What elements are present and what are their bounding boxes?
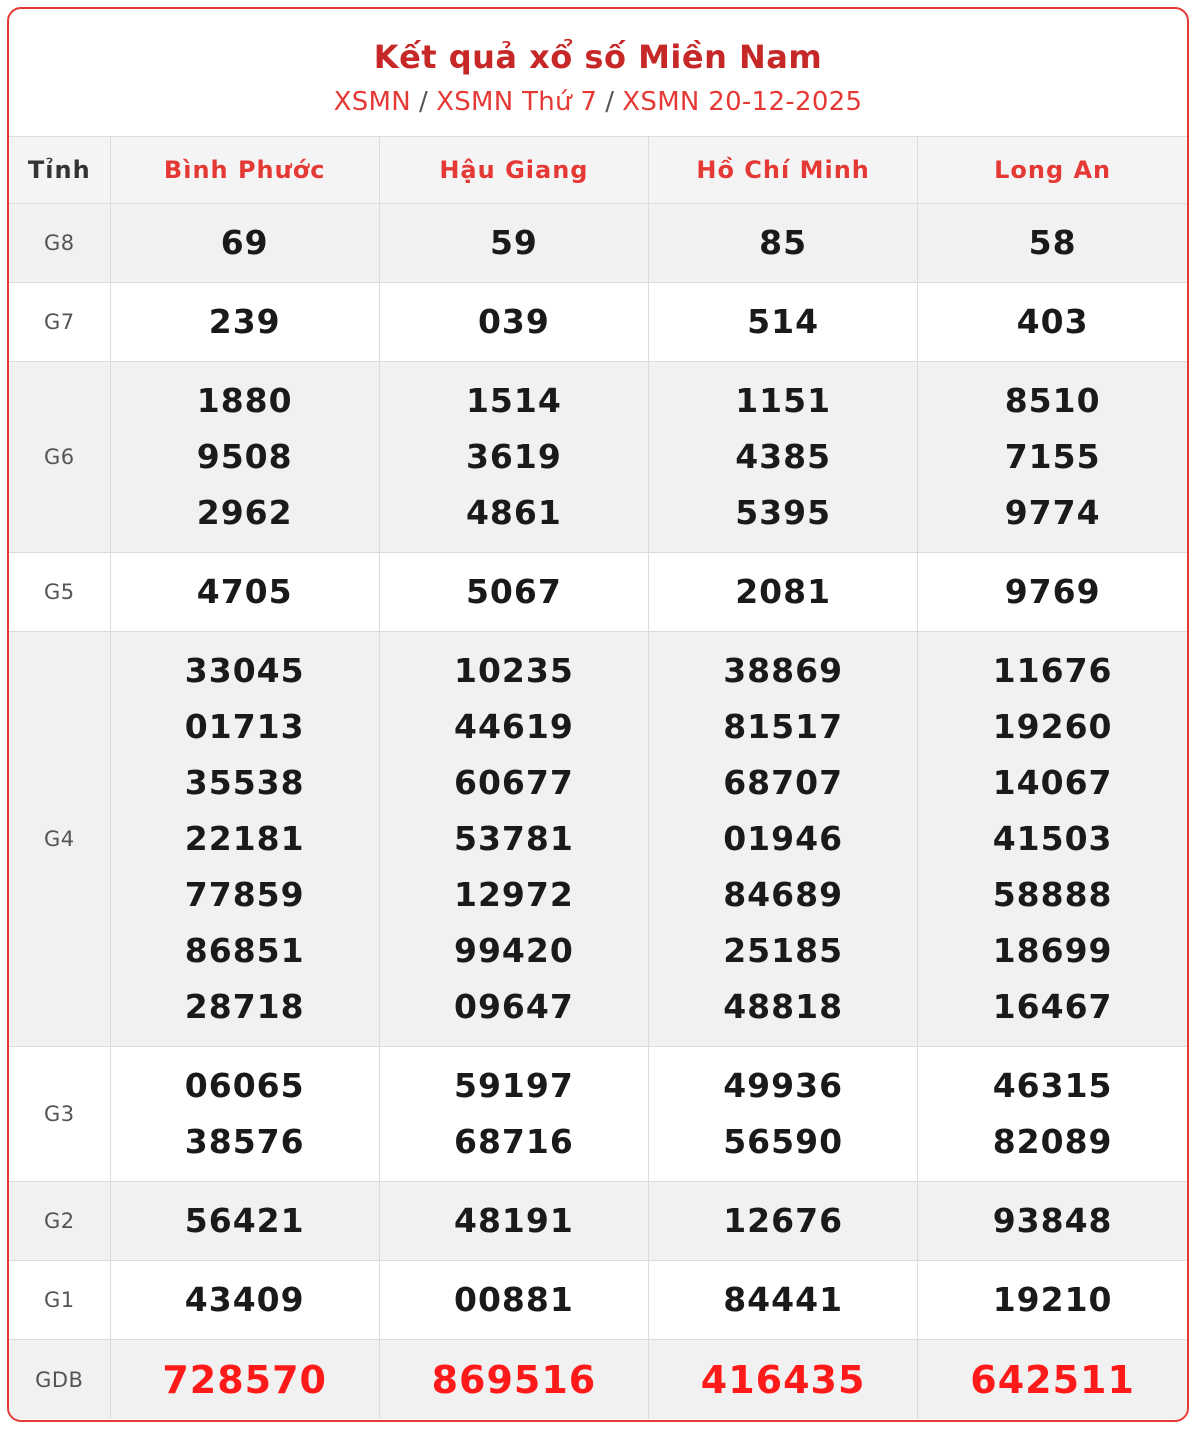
prize-number: 38869 bbox=[723, 651, 844, 690]
prize-number: 99420 bbox=[454, 931, 574, 970]
prize-number: 43409 bbox=[184, 1280, 305, 1319]
prize-label: G7 bbox=[9, 283, 110, 362]
prize-number: 403 bbox=[1016, 302, 1089, 341]
prize-label: G2 bbox=[9, 1182, 110, 1261]
prize-number: 85 bbox=[759, 223, 808, 262]
prize-row-g3 bbox=[9, 1047, 1187, 1182]
prize-number: 12972 bbox=[454, 875, 574, 914]
prize-cell-binh-phuoc bbox=[110, 1340, 379, 1420]
prize-cell-ho-chi-minh bbox=[649, 1261, 918, 1340]
prize-number: 5395 bbox=[735, 493, 832, 532]
prize-cell-hau-giang bbox=[379, 1182, 648, 1261]
prize-number: 58 bbox=[1028, 223, 1077, 262]
prize-cell-hau-giang bbox=[379, 283, 648, 362]
prize-number: 1880 bbox=[196, 381, 293, 420]
prize-number: 16467 bbox=[992, 987, 1113, 1026]
results-card bbox=[7, 7, 1189, 1422]
prize-number: 18699 bbox=[992, 931, 1113, 970]
prize-number: 59197 bbox=[454, 1066, 574, 1105]
results-header bbox=[9, 9, 1187, 137]
prize-cell-binh-phuoc bbox=[110, 283, 379, 362]
prize-number: 38576 bbox=[184, 1122, 305, 1161]
prize-number: 9769 bbox=[1004, 572, 1101, 611]
special-prize-number: 728570 bbox=[162, 1357, 328, 1402]
prize-label: G5 bbox=[9, 553, 110, 632]
prize-number: 25185 bbox=[723, 931, 844, 970]
prize-label: G6 bbox=[9, 362, 110, 553]
prize-number: 01713 bbox=[184, 707, 305, 746]
prize-number: 82089 bbox=[992, 1122, 1113, 1161]
prize-number: 84689 bbox=[723, 875, 844, 914]
prize-row-g6 bbox=[9, 362, 1187, 553]
prize-number: 58888 bbox=[992, 875, 1113, 914]
province-column-label: Tỉnh bbox=[9, 137, 110, 204]
prize-number: 06065 bbox=[184, 1066, 305, 1105]
prize-cell-ho-chi-minh bbox=[649, 1340, 918, 1420]
prize-number: 514 bbox=[747, 302, 820, 341]
prize-number: 19260 bbox=[992, 707, 1113, 746]
prize-cell-ho-chi-minh bbox=[649, 283, 918, 362]
breadcrumb-link-xsmn-date[interactable]: XSMN 20-12-2025 bbox=[622, 87, 863, 117]
breadcrumb-link-xsmn[interactable]: XSMN bbox=[333, 87, 412, 117]
prize-number: 01946 bbox=[723, 819, 844, 858]
results-table bbox=[9, 137, 1187, 1419]
prize-number: 48818 bbox=[723, 987, 844, 1026]
prize-cell-long-an bbox=[918, 1182, 1187, 1261]
prize-number: 8510 bbox=[1004, 381, 1101, 420]
breadcrumb-separator: / bbox=[419, 87, 429, 117]
prize-number: 33045 bbox=[184, 651, 305, 690]
prize-number: 4861 bbox=[465, 493, 562, 532]
prize-cell-hau-giang bbox=[379, 632, 648, 1047]
prize-number: 46315 bbox=[992, 1066, 1113, 1105]
prize-cell-binh-phuoc bbox=[110, 553, 379, 632]
prize-row-g4 bbox=[9, 632, 1187, 1047]
prize-cell-hau-giang bbox=[379, 1340, 648, 1420]
prize-cell-ho-chi-minh bbox=[649, 362, 918, 553]
prize-number: 69 bbox=[220, 223, 269, 262]
prize-number: 14067 bbox=[992, 763, 1113, 802]
prize-number: 19210 bbox=[992, 1280, 1113, 1319]
prize-row-g2 bbox=[9, 1182, 1187, 1261]
breadcrumb-link-xsmn-thu-7[interactable]: XSMN Thứ 7 bbox=[436, 87, 598, 117]
prize-number: 35538 bbox=[184, 763, 305, 802]
prize-number: 1151 bbox=[735, 381, 832, 420]
prize-cell-ho-chi-minh bbox=[649, 1182, 918, 1261]
prize-cell-hau-giang bbox=[379, 204, 648, 283]
prize-number: 5067 bbox=[465, 572, 562, 611]
prize-cell-long-an bbox=[918, 362, 1187, 553]
prize-row-g5 bbox=[9, 553, 1187, 632]
prize-number: 12676 bbox=[723, 1201, 844, 1240]
province-header-binh-phuoc[interactable]: Bình Phước bbox=[110, 137, 379, 204]
prize-number: 11676 bbox=[992, 651, 1113, 690]
prize-label: GDB bbox=[9, 1340, 110, 1420]
prize-cell-long-an bbox=[918, 1047, 1187, 1182]
prize-cell-hau-giang bbox=[379, 362, 648, 553]
prize-number: 53781 bbox=[454, 819, 574, 858]
prize-number: 77859 bbox=[184, 875, 305, 914]
prize-cell-ho-chi-minh bbox=[649, 204, 918, 283]
province-header-long-an[interactable]: Long An bbox=[918, 137, 1187, 204]
prize-cell-long-an bbox=[918, 1261, 1187, 1340]
prize-number: 41503 bbox=[992, 819, 1113, 858]
prize-cell-hau-giang bbox=[379, 1047, 648, 1182]
prize-cell-ho-chi-minh bbox=[649, 632, 918, 1047]
prize-number: 2081 bbox=[735, 572, 832, 611]
prize-number: 68707 bbox=[723, 763, 844, 802]
prize-number: 4705 bbox=[196, 572, 293, 611]
results-body bbox=[9, 204, 1187, 1420]
prize-number: 00881 bbox=[454, 1280, 574, 1319]
prize-number: 60677 bbox=[454, 763, 574, 802]
prize-row-gdb bbox=[9, 1340, 1187, 1420]
prize-cell-ho-chi-minh bbox=[649, 1047, 918, 1182]
special-prize-number: 416435 bbox=[700, 1357, 866, 1402]
prize-number: 81517 bbox=[723, 707, 844, 746]
prize-number: 09647 bbox=[454, 987, 574, 1026]
prize-number: 3619 bbox=[465, 437, 562, 476]
prize-number: 10235 bbox=[454, 651, 574, 690]
prize-cell-long-an bbox=[918, 283, 1187, 362]
breadcrumb bbox=[9, 85, 1187, 119]
prize-number: 28718 bbox=[184, 987, 305, 1026]
prize-cell-hau-giang bbox=[379, 553, 648, 632]
prize-row-g1 bbox=[9, 1261, 1187, 1340]
prize-label: G4 bbox=[9, 632, 110, 1047]
prize-cell-long-an bbox=[918, 632, 1187, 1047]
prize-number: 59 bbox=[489, 223, 538, 262]
prize-number: 68716 bbox=[454, 1122, 574, 1161]
prize-number: 9508 bbox=[196, 437, 293, 476]
province-header-hau-giang[interactable]: Hậu Giang bbox=[379, 137, 648, 204]
prize-cell-binh-phuoc bbox=[110, 1047, 379, 1182]
prize-number: 2962 bbox=[196, 493, 293, 532]
special-prize-number: 869516 bbox=[431, 1357, 597, 1402]
province-header-ho-chi-minh[interactable]: Hồ Chí Minh bbox=[649, 137, 918, 204]
prize-cell-long-an bbox=[918, 1340, 1187, 1420]
prize-number: 22181 bbox=[184, 819, 305, 858]
special-prize-number: 642511 bbox=[970, 1357, 1135, 1402]
prize-number: 49936 bbox=[723, 1066, 844, 1105]
prize-label: G8 bbox=[9, 204, 110, 283]
table-header-row bbox=[9, 137, 1187, 204]
prize-row-g7 bbox=[9, 283, 1187, 362]
prize-number: 48191 bbox=[454, 1201, 574, 1240]
prize-cell-long-an bbox=[918, 553, 1187, 632]
prize-cell-long-an bbox=[918, 204, 1187, 283]
prize-number: 9774 bbox=[1004, 493, 1101, 532]
prize-number: 86851 bbox=[184, 931, 305, 970]
prize-cell-binh-phuoc bbox=[110, 632, 379, 1047]
prize-number: 7155 bbox=[1004, 437, 1101, 476]
prize-cell-ho-chi-minh bbox=[649, 553, 918, 632]
prize-number: 44619 bbox=[454, 707, 574, 746]
prize-cell-binh-phuoc bbox=[110, 1182, 379, 1261]
prize-label: G1 bbox=[9, 1261, 110, 1340]
prize-number: 56590 bbox=[723, 1122, 844, 1161]
prize-number: 4385 bbox=[735, 437, 832, 476]
prize-row-g8 bbox=[9, 204, 1187, 283]
prize-number: 93848 bbox=[992, 1201, 1113, 1240]
prize-number: 84441 bbox=[723, 1280, 844, 1319]
prize-number: 56421 bbox=[184, 1201, 305, 1240]
prize-cell-hau-giang bbox=[379, 1261, 648, 1340]
breadcrumb-separator: / bbox=[605, 87, 615, 117]
prize-number: 239 bbox=[208, 302, 281, 341]
prize-cell-binh-phuoc bbox=[110, 362, 379, 553]
prize-label: G3 bbox=[9, 1047, 110, 1182]
prize-number: 039 bbox=[477, 302, 550, 341]
page-title: Kết quả xổ số Miền Nam bbox=[373, 38, 823, 76]
prize-cell-binh-phuoc bbox=[110, 204, 379, 283]
prize-number: 1514 bbox=[465, 381, 562, 420]
prize-cell-binh-phuoc bbox=[110, 1261, 379, 1340]
